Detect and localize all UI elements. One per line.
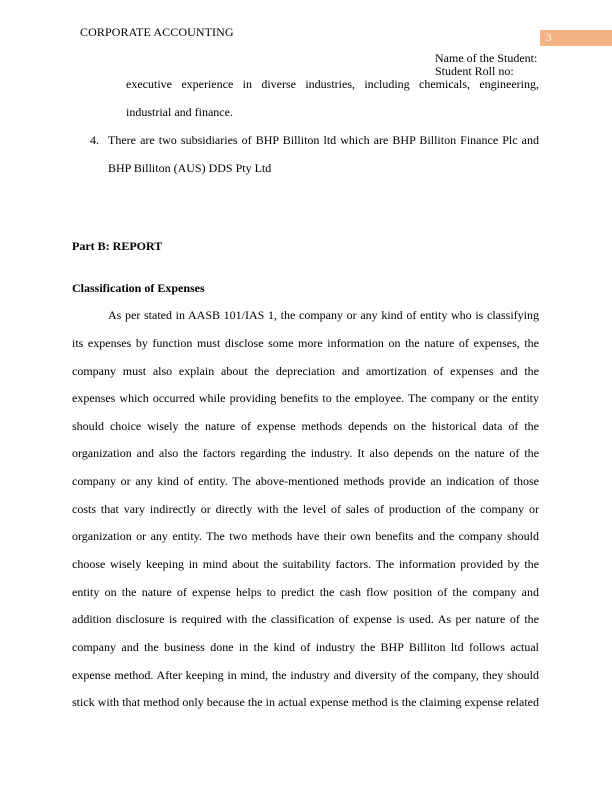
list-continuation-line: executive experience in diverse industries, including chemicals, engineering, xyxy=(126,77,539,91)
paragraph-line: its expenses by function must disclose some more information on the nature of expenses, the xyxy=(72,336,539,350)
paragraph-line: company or any kind of entity. The above-mentioned methods provide an indication of those xyxy=(72,474,539,488)
paragraph-line: stick with that method only because the in actual expense method is the claiming expense related xyxy=(72,695,539,709)
paragraph-line: company must also explain about the depreciation and amortization of expenses and the xyxy=(72,364,539,378)
paragraph-line: expense method. After keeping in mind, the industry and diversity of the company, they should xyxy=(72,668,539,682)
list-item-line: There are two subsidiaries of BHP Billiton ltd which are BHP Billiton Finance Plc and xyxy=(108,133,539,147)
paragraph-line: addition disclosure is required with the classification of expense is used. As per nature of the xyxy=(72,612,539,626)
paragraph-line: As per stated in AASB 101/IAS 1, the company or any kind of entity who is classifying xyxy=(108,308,539,322)
subheading: Classification of Expenses xyxy=(72,281,205,295)
list-item-number: 4. xyxy=(90,133,99,147)
paragraph-line: entity on the nature of expense helps to predict the cash flow position of the company and xyxy=(72,585,539,599)
section-heading: Part B: REPORT xyxy=(72,239,163,253)
paragraph-line: organization and also the factors regarding the industry. It also depends on the nature of the xyxy=(72,446,539,460)
list-continuation-line: industrial and finance. xyxy=(126,105,233,119)
paragraph-line: should choice wisely the nature of expense methods depends on the historical data of the xyxy=(72,419,539,433)
page-number-badge: 3 xyxy=(540,30,612,46)
paragraph-line: choose wisely keeping in mind about the suitability factors. The information provided by the xyxy=(72,557,539,571)
student-roll-label: Student Roll no: xyxy=(435,64,514,78)
running-header-title: CORPORATE ACCOUNTING xyxy=(80,25,234,39)
paragraph-line: company and the business done in the kind of industry the BHP Billiton ltd follows actual xyxy=(72,640,539,654)
list-item-line: BHP Billiton (AUS) DDS Pty Ltd xyxy=(108,161,272,175)
student-name-label: Name of the Student: xyxy=(435,51,538,65)
paragraph-line: expenses which occurred while providing benefits to the employee. The company or the entity xyxy=(72,391,539,405)
student-info-block xyxy=(435,52,537,78)
paragraph-line: costs that vary indirectly or directly with the level of sales of production of the company or xyxy=(72,502,539,516)
paragraph-line: organization or any entity. The two methods have their own benefits and the company should xyxy=(72,529,539,543)
